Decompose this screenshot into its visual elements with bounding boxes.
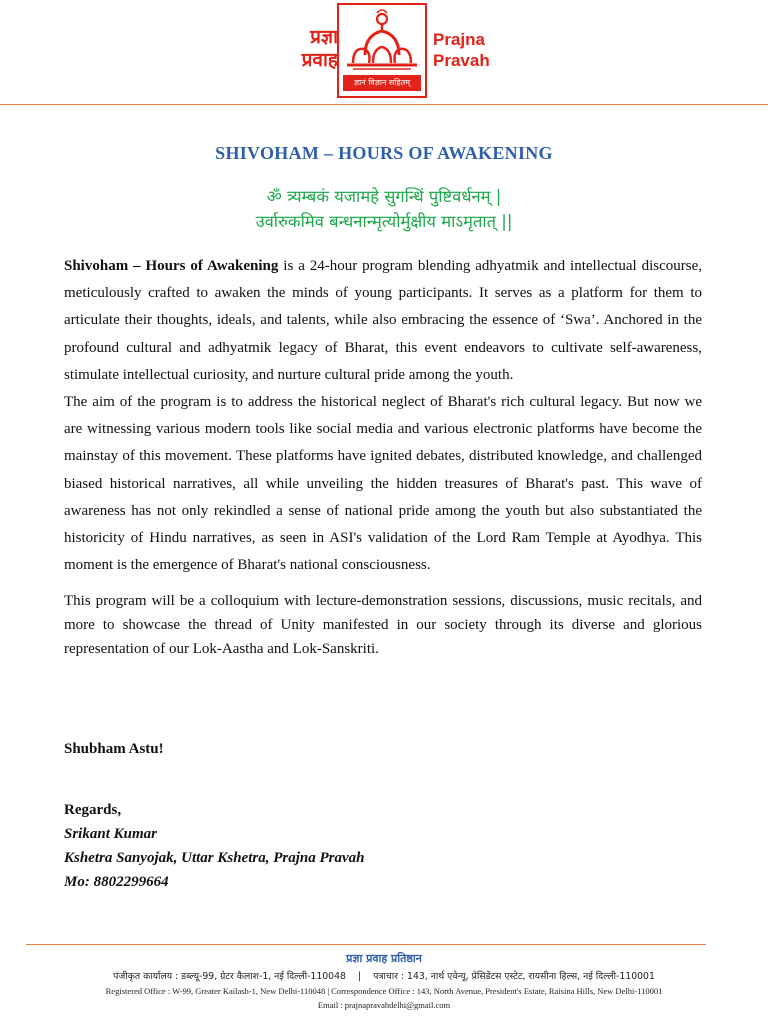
paragraph-3: This program will be a colloquium with lecture-demonstration sessions, discussions, music recitals, and more to showcase the thread of Unity manifested in our society through its diverse and glorious representation of our Lok-Aastha and Lok-Sanskriti. xyxy=(64,593,702,658)
logo-english-line1: Prajna xyxy=(433,30,485,49)
footer-hindi-address xyxy=(0,969,768,982)
logo-emblem xyxy=(337,3,427,98)
document-title: SHIVOHAM – HOURS OF AWAKENING xyxy=(215,143,553,163)
logo-hindi-name xyxy=(282,26,338,72)
mantra-line2: उर्वारुकमिव बन्धनान्मृत्योर्मुक्षीय माऽमृतात् || xyxy=(255,212,513,231)
logo-tagline: ज्ञानं विज्ञान सहितम् xyxy=(343,75,421,91)
regards: Regards, xyxy=(64,802,122,818)
paragraph-1 xyxy=(64,253,702,389)
signatory-designation: Kshetra Sanyojak, Uttar Kshetra, Prajna Pravah xyxy=(64,850,365,866)
letterhead xyxy=(0,0,768,106)
footer-hindi-correspondence: पत्राचार : 143, नार्थ एवेन्यू, प्रेसिडेंटस एस्टेट, रायसीना हिल्स, नई दिल्ली-110001 xyxy=(373,971,655,982)
footer-divider xyxy=(26,944,706,945)
paragraph-2: The aim of the program is to address the historical neglect of Bharat's rich cultural legacy. But now we are witnessing various modern tools like social media and various electronic platforms have become the mainstay of this movement. These platforms have ignited debates, distributed knowledge, and challenged biased historical narratives, all while unveiling the hidden treasures of Bharat's past. This wave of awareness has not only rekindled a sense of national pride among the youth but also substantiated the historicity of Hindu narratives, as seen in ASI's validation of the Lord Ram Temple at Ayodhya. This moment is the emergence of Bharat's national consciousness. xyxy=(64,394,702,574)
logo-hindi-line2: प्रवाह xyxy=(301,49,338,71)
mantra xyxy=(0,184,768,234)
letter-body xyxy=(64,253,702,661)
footer-email: Email : prajnapravahdelhi@gmail.com xyxy=(317,1000,451,1010)
footer-hindi-registered: पंजीकृत कार्यालय : डब्ल्यू-99, ग्रेटर कैलाश-1, नई दिल्ली-110048 xyxy=(113,971,346,982)
logo-english-name xyxy=(433,29,490,71)
logo-english-line2: Pravah xyxy=(433,51,490,70)
header-divider xyxy=(0,104,768,105)
program-name: Shivoham – Hours of Awakening xyxy=(64,258,279,274)
paragraph-1-text: is a 24-hour program blending adhyatmik and intellectual discourse, meticulously crafted to awaken the minds of young participants. It serves as a platform for them to articulate their thoughts, ideals, and talents, while also embracing the essence of ‘Swa’. Anchored in the profound cultural and adhyatmik legacy of Bharat, this event endeavors to cultivate self-awareness, stimulate intellectual curiosity, and nurture cultural pride among the youth. xyxy=(64,258,703,383)
signatory-name: Srikant Kumar xyxy=(64,826,157,842)
footer-org-name: प्रज्ञा प्रवाह प्रतिष्ठान xyxy=(346,952,422,965)
signatory-mobile: Mo: 8802299664 xyxy=(64,874,169,890)
footer-separator: | xyxy=(357,971,362,982)
mantra-line1: ॐ त्र्यम्बकं यजामहे सुगन्धिं पुष्टिवर्धनम् | xyxy=(266,187,502,206)
signature-block xyxy=(64,798,364,894)
footer-english-address: Registered Office : W-99, Greater Kailash-1, New Delhi-110048 | Correspondence Office : 143, North Avenue, President's Estate, Raisina Hills, New Delhi-110001 xyxy=(105,986,663,996)
logo-hindi-line1: प्रज्ञा xyxy=(310,26,338,48)
closing-greeting: Shubham Astu! xyxy=(64,741,164,757)
